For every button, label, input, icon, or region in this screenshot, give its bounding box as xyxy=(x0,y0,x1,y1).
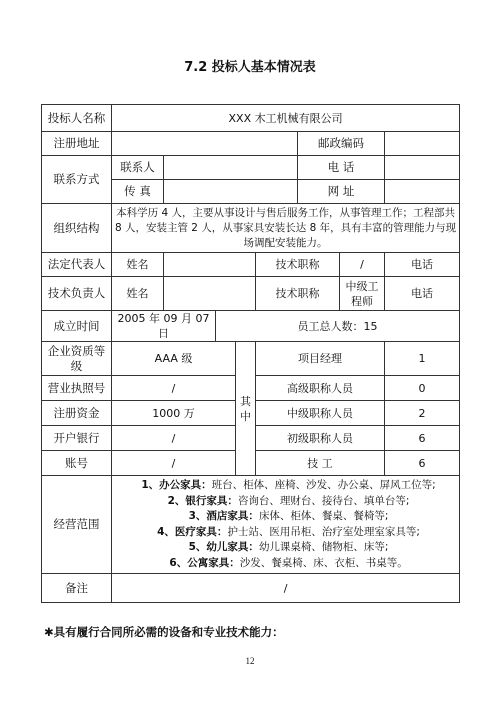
account-label: 账号 xyxy=(42,451,112,476)
bidder-name-label: 投标人名称 xyxy=(42,105,112,132)
postal-code-label: 邮政编码 xyxy=(298,132,385,156)
contact-person-label: 联系人 xyxy=(112,156,164,180)
tech-lead-name-label: 姓名 xyxy=(112,277,164,311)
legal-rep-name-value xyxy=(164,253,256,277)
contact-person-value xyxy=(164,156,298,180)
scope-item: 2、银行家具：咨询台、理财台、接待台、填单台等; xyxy=(167,494,410,507)
page-number: 12 xyxy=(245,656,255,666)
phone-label: 电 话 xyxy=(298,156,385,180)
established-value: 2005 年 09 月 07 日 xyxy=(112,311,216,342)
staff-role: 项目经理 xyxy=(256,342,385,376)
total-staff: 员工总人数：15 xyxy=(216,311,460,342)
established-label: 成立时间 xyxy=(42,311,112,342)
remarks-value: / xyxy=(112,574,460,603)
bank-value: / xyxy=(112,426,236,451)
scope-item: 5、幼儿家具：幼儿课桌椅、储物柜、床等; xyxy=(188,541,389,553)
license-value: / xyxy=(112,376,236,401)
legal-rep-title-label: 技术职称 xyxy=(256,253,340,277)
staff-role: 中级职称人员 xyxy=(256,401,385,426)
tech-lead-title-label: 技术职称 xyxy=(256,277,340,311)
staff-count: 0 xyxy=(385,376,460,401)
bidder-name-value: XXX 木工机械有限公司 xyxy=(112,105,460,132)
scope-item: 3、酒店家具：床体、柜体、餐桌、餐椅等; xyxy=(188,510,389,522)
postal-code-value xyxy=(385,132,460,156)
website-value xyxy=(385,180,460,204)
reg-address-label: 注册地址 xyxy=(42,132,112,156)
tech-lead-title-value: 中级工程师 xyxy=(340,277,385,311)
business-scope-label: 经营范围 xyxy=(42,476,112,574)
legal-rep-title-value: / xyxy=(340,253,385,277)
legal-rep-name-label: 姓名 xyxy=(112,253,164,277)
org-structure-value: 本科学历 4 人，主要从事设计与售后服务工作，从事管理工作；工程部共 8 人，安装主管 2 人，从事家具安装长达 8 年，具有丰富的管理能力与现场调配安装能力。 xyxy=(112,204,460,253)
remarks-label: 备注 xyxy=(42,574,112,603)
license-label: 营业执照号 xyxy=(42,376,112,401)
capital-value: 1000 万 xyxy=(112,401,236,426)
tech-lead-tel-label: 电话 xyxy=(385,277,460,311)
staff-role: 技 工 xyxy=(256,451,385,476)
fax-value xyxy=(164,180,298,204)
org-structure-label: 组织结构 xyxy=(42,204,112,253)
fax-label: 传 真 xyxy=(112,180,164,204)
account-value: / xyxy=(112,451,236,476)
scope-item: 4、医疗家具：护士站、医用吊柜、治疗室处理室家具等; xyxy=(157,525,420,538)
scope-item: 6、公寓家具：沙发、餐桌椅、床、衣柜、书桌等。 xyxy=(169,556,408,569)
qualification-value: AAA 级 xyxy=(112,342,236,376)
business-scope-value xyxy=(112,476,460,574)
capital-label: 注册资金 xyxy=(42,401,112,426)
website-label: 网 址 xyxy=(298,180,385,204)
tech-lead-label: 技术负责人 xyxy=(42,277,112,311)
phone-value xyxy=(385,156,460,180)
staff-count: 2 xyxy=(385,401,460,426)
page-title: 7.2 投标人基本情况表 xyxy=(184,60,316,75)
staff-role: 高级职称人员 xyxy=(256,376,385,401)
bidder-info-table xyxy=(41,104,460,603)
tech-lead-name-value xyxy=(164,277,256,311)
qualification-label: 企业资质等级 xyxy=(42,342,112,376)
bank-label: 开户银行 xyxy=(42,426,112,451)
legal-rep-tel-label: 电话 xyxy=(385,253,460,277)
among-label: 其中 xyxy=(236,342,256,476)
staff-role: 初级职称人员 xyxy=(256,426,385,451)
scope-item: 1、办公家具：班台、柜体、座椅、沙发、办公桌、屏风工位等; xyxy=(141,479,436,491)
legal-rep-label: 法定代表人 xyxy=(42,253,112,277)
reg-address-value xyxy=(112,132,298,156)
capability-note: ✱具有履行合同所必需的设备和专业技术能力： xyxy=(44,625,284,639)
staff-count: 6 xyxy=(385,451,460,476)
contact-method-label: 联系方式 xyxy=(42,156,112,204)
staff-count: 6 xyxy=(385,426,460,451)
staff-count: 1 xyxy=(385,342,460,376)
